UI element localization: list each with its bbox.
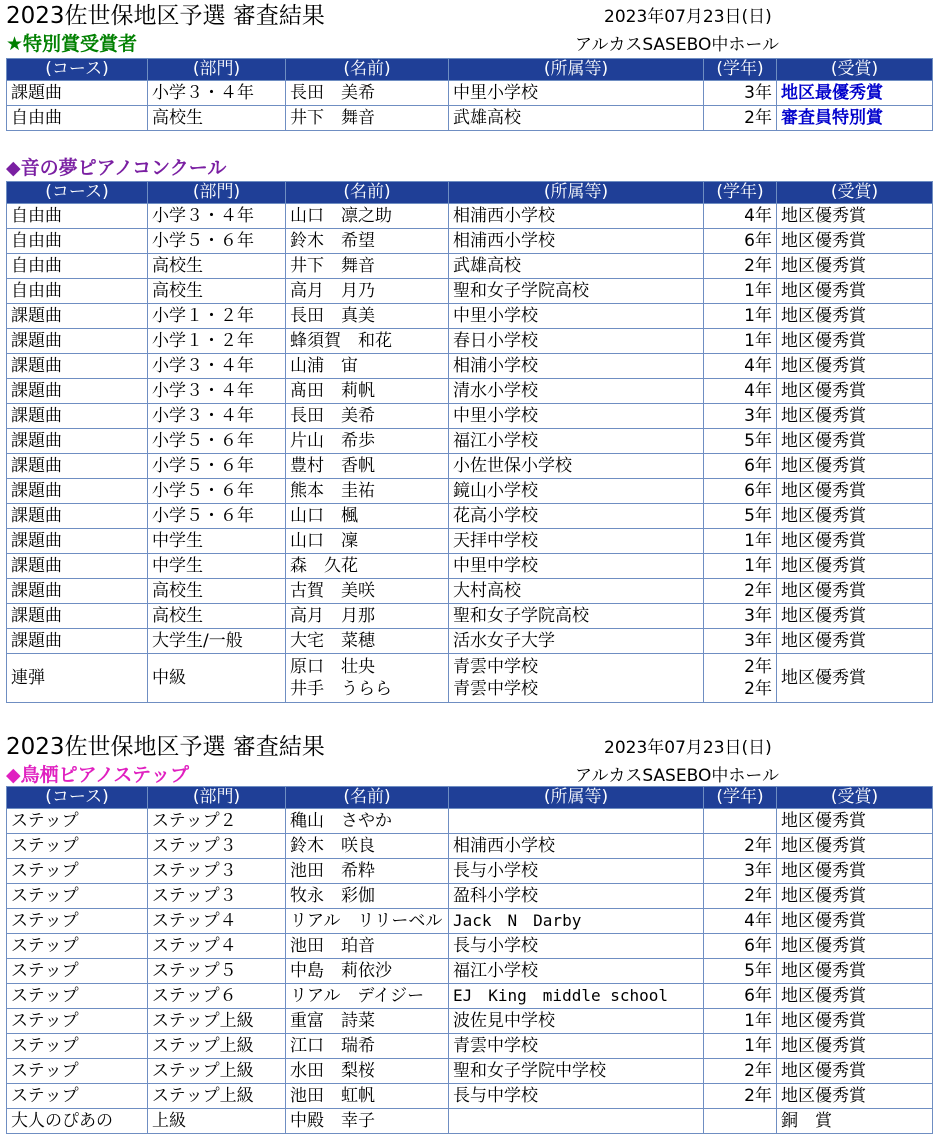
division-cell: ステップ６ [148, 984, 286, 1009]
grade-cell-line2: 2年 [744, 679, 772, 699]
award-cell: 地区優秀賞 [777, 454, 933, 479]
course-cell: ステップ [7, 984, 148, 1009]
grade-cell: 3年 [704, 859, 777, 884]
page-title: 2023佐世保地区予選 審査結果 [6, 3, 325, 29]
table-row [7, 454, 933, 479]
name-cell: 重富 詩菜 [286, 1009, 449, 1034]
col-name-header: (名前) [286, 182, 449, 204]
table-row [7, 529, 933, 554]
table-row [7, 1059, 933, 1084]
grade-cell: 1年 [704, 279, 777, 304]
course-cell: ステップ [7, 859, 148, 884]
event-date: 2023年07月23日(日) [604, 738, 772, 758]
award-cell: 地区優秀賞 [777, 204, 933, 229]
award-cell: 地区優秀賞 [777, 504, 933, 529]
school-cell: 小佐世保小学校 [449, 454, 704, 479]
course-cell: 自由曲 [7, 106, 148, 131]
table-row [7, 909, 933, 934]
award-cell: 地区優秀賞 [777, 579, 933, 604]
course-cell: 課題曲 [7, 579, 148, 604]
school-cell: 武雄高校 [449, 254, 704, 279]
name-cell: 高月 月乃 [286, 279, 449, 304]
col-school-header: (所属等) [449, 182, 704, 204]
table-row-duet [7, 654, 933, 703]
division-cell: 高校生 [148, 279, 286, 304]
division-cell: 小学５・６年 [148, 454, 286, 479]
table-row [7, 1109, 933, 1134]
division-cell: ステップ３ [148, 834, 286, 859]
award-cell: 地区優秀賞 [777, 654, 933, 703]
name-cell: 髙田 莉帆 [286, 379, 449, 404]
name-cell: リアル リリーベル [286, 909, 449, 934]
grade-cell: 1年 [704, 529, 777, 554]
special-awards-table [6, 58, 933, 131]
table-row [7, 379, 933, 404]
table-row [7, 504, 933, 529]
award-cell: 地区優秀賞 [777, 1059, 933, 1084]
grade-cell: 1年 [704, 1009, 777, 1034]
division-cell: 小学１・２年 [148, 329, 286, 354]
course-cell: 連弾 [7, 654, 148, 703]
grade-cell: 1年 [704, 554, 777, 579]
grade-cell: 4年 [704, 379, 777, 404]
school-cell: 相浦西小学校 [449, 229, 704, 254]
step-table [6, 786, 933, 1134]
award-cell: 地区優秀賞 [777, 959, 933, 984]
name-cell: 鈴木 希望 [286, 229, 449, 254]
course-cell: 課題曲 [7, 454, 148, 479]
table-row [7, 229, 933, 254]
table-row [7, 404, 933, 429]
venue: アルカスSASEBO中ホール [575, 35, 779, 55]
col-award-header: (受賞) [777, 59, 933, 81]
venue: アルカスSASEBO中ホール [575, 766, 779, 786]
table-header [7, 787, 933, 809]
col-division-header: (部門) [148, 182, 286, 204]
name-cell: 山浦 宙 [286, 354, 449, 379]
grade-cell: 6年 [704, 479, 777, 504]
award-cell: 地区優秀賞 [777, 554, 933, 579]
grade-cell: 6年 [704, 454, 777, 479]
course-cell: 課題曲 [7, 629, 148, 654]
table-row [7, 579, 933, 604]
division-cell: 小学５・６年 [148, 479, 286, 504]
table-row [7, 1084, 933, 1109]
name-cell: 牧永 彩伽 [286, 884, 449, 909]
school-cell: 盈科小学校 [449, 884, 704, 909]
course-cell: ステップ [7, 909, 148, 934]
col-course-header: (コース) [7, 59, 148, 81]
division-cell: 高校生 [148, 106, 286, 131]
school-cell: 長与小学校 [449, 934, 704, 959]
table-row [7, 254, 933, 279]
school-cell: 中里小学校 [449, 404, 704, 429]
grade-cell: 2年 [704, 106, 777, 131]
school-cell: 福江小学校 [449, 959, 704, 984]
table-row [7, 429, 933, 454]
division-cell: ステップ４ [148, 934, 286, 959]
award-cell: 地区優秀賞 [777, 529, 933, 554]
course-cell: 課題曲 [7, 604, 148, 629]
course-cell: 課題曲 [7, 429, 148, 454]
school-cell: 清水小学校 [449, 379, 704, 404]
section-title-step: ◆鳥栖ピアノステップ [6, 764, 189, 786]
division-cell: ステップ３ [148, 884, 286, 909]
grade-cell: 5年 [704, 429, 777, 454]
col-school-header: (所属等) [449, 787, 704, 809]
school-cell: 中里中学校 [449, 554, 704, 579]
school-cell: 福江小学校 [449, 429, 704, 454]
grade-cell: 2年 [704, 579, 777, 604]
table-row [7, 1009, 933, 1034]
course-cell: 自由曲 [7, 254, 148, 279]
division-cell: 高校生 [148, 254, 286, 279]
course-cell: 課題曲 [7, 354, 148, 379]
section-title-special: ★特別賞受賞者 [6, 33, 138, 55]
name-cell: 森 久花 [286, 554, 449, 579]
award-cell: 地区優秀賞 [777, 429, 933, 454]
table-row [7, 834, 933, 859]
award-cell: 地区最優秀賞 [777, 81, 933, 106]
grade-cell: 5年 [704, 504, 777, 529]
award-cell: 地区優秀賞 [777, 329, 933, 354]
school-cell: 聖和女子学院中学校 [449, 1059, 704, 1084]
school-cell: 波佐見中学校 [449, 1009, 704, 1034]
name-cell-line2: 井手 うらら [290, 679, 392, 699]
name-cell: 片山 希歩 [286, 429, 449, 454]
school-cell: 青雲中学校 [449, 1034, 704, 1059]
grade-cell: 6年 [704, 934, 777, 959]
award-cell: 地区優秀賞 [777, 1009, 933, 1034]
division-cell: 大学生/一般 [148, 629, 286, 654]
division-cell: 小学３・４年 [148, 379, 286, 404]
col-grade-header: (学年) [704, 787, 777, 809]
division-cell: 小学３・４年 [148, 354, 286, 379]
division-cell: ステップ３ [148, 859, 286, 884]
table-row [7, 81, 933, 106]
school-cell: 鏡山小学校 [449, 479, 704, 504]
col-award-header: (受賞) [777, 787, 933, 809]
course-cell: 課題曲 [7, 479, 148, 504]
division-cell: 中学生 [148, 529, 286, 554]
award-cell: 地区優秀賞 [777, 379, 933, 404]
name-cell: 中殿 幸子 [286, 1109, 449, 1134]
award-cell: 地区優秀賞 [777, 629, 933, 654]
name-cell: 井下 舞音 [286, 254, 449, 279]
school-cell: 中里小学校 [449, 81, 704, 106]
name-cell: 長田 真美 [286, 304, 449, 329]
grade-cell: 2年 [704, 834, 777, 859]
division-cell: 上級 [148, 1109, 286, 1134]
school-cell: 活水女子大学 [449, 629, 704, 654]
award-cell: 地区優秀賞 [777, 834, 933, 859]
award-cell: 地区優秀賞 [777, 884, 933, 909]
name-cell: 高月 月那 [286, 604, 449, 629]
school-cell: 長与中学校 [449, 1084, 704, 1109]
grade-cell: 1年 [704, 1034, 777, 1059]
course-cell: 課題曲 [7, 329, 148, 354]
division-cell: 中級 [148, 654, 286, 703]
school-cell [449, 1109, 704, 1134]
grade-cell [704, 809, 777, 834]
col-course-header: (コース) [7, 787, 148, 809]
course-cell: 自由曲 [7, 229, 148, 254]
table-header [7, 59, 933, 81]
table-row [7, 329, 933, 354]
grade-cell: 4年 [704, 909, 777, 934]
course-cell: 課題曲 [7, 554, 148, 579]
table-row [7, 884, 933, 909]
col-grade-header: (学年) [704, 59, 777, 81]
name-cell: 長田 美希 [286, 81, 449, 106]
grade-cell-line1: 2年 [744, 657, 772, 677]
table-row [7, 304, 933, 329]
school-cell: EJ King middle school [449, 984, 704, 1009]
name-cell: 中島 莉依沙 [286, 959, 449, 984]
division-cell: 小学１・２年 [148, 304, 286, 329]
school-cell: 相浦西小学校 [449, 204, 704, 229]
section-title-concours: ◆音の夢ピアノコンクール [6, 157, 227, 179]
division-cell: 中学生 [148, 554, 286, 579]
name-cell: 大宅 菜穂 [286, 629, 449, 654]
division-cell: 小学５・６年 [148, 429, 286, 454]
table-header [7, 182, 933, 204]
grade-cell: 2年 [704, 884, 777, 909]
award-cell: 銅 賞 [777, 1109, 933, 1134]
col-grade-header: (学年) [704, 182, 777, 204]
name-cell: 蜂須賀 和花 [286, 329, 449, 354]
grade-cell: 4年 [704, 354, 777, 379]
division-cell: 小学５・６年 [148, 229, 286, 254]
division-cell: ステップ上級 [148, 1009, 286, 1034]
col-course-header: (コース) [7, 182, 148, 204]
award-cell: 地区優秀賞 [777, 404, 933, 429]
award-cell: 地区優秀賞 [777, 254, 933, 279]
name-cell: 水田 梨桜 [286, 1059, 449, 1084]
name-cell: 古賀 美咲 [286, 579, 449, 604]
table-row [7, 106, 933, 131]
grade-cell: 2年 [704, 1084, 777, 1109]
table-row [7, 859, 933, 884]
name-cell: 豊村 香帆 [286, 454, 449, 479]
name-cell: 井下 舞音 [286, 106, 449, 131]
grade-cell: 2年 [704, 1059, 777, 1084]
school-cell: 中里小学校 [449, 304, 704, 329]
table-row [7, 554, 933, 579]
grade-cell: 3年 [704, 604, 777, 629]
grade-cell: 6年 [704, 229, 777, 254]
award-cell: 地区優秀賞 [777, 479, 933, 504]
header-2 [0, 731, 940, 789]
concours-table [6, 181, 933, 703]
award-cell: 地区優秀賞 [777, 859, 933, 884]
award-cell: 地区優秀賞 [777, 304, 933, 329]
school-cell: 長与小学校 [449, 859, 704, 884]
grade-cell: 2年 [704, 254, 777, 279]
division-cell: 小学３・４年 [148, 81, 286, 106]
col-award-header: (受賞) [777, 182, 933, 204]
grade-cell [704, 654, 777, 703]
award-cell: 地区優秀賞 [777, 809, 933, 834]
course-cell: 課題曲 [7, 504, 148, 529]
division-cell: ステップ４ [148, 909, 286, 934]
name-cell: 熊本 圭祐 [286, 479, 449, 504]
name-cell: リアル デイジー [286, 984, 449, 1009]
name-cell [286, 654, 449, 703]
school-cell: 春日小学校 [449, 329, 704, 354]
page-title: 2023佐世保地区予選 審査結果 [6, 734, 325, 760]
course-cell: ステップ [7, 1059, 148, 1084]
course-cell: 自由曲 [7, 279, 148, 304]
table-row [7, 809, 933, 834]
division-cell: 小学３・４年 [148, 404, 286, 429]
division-cell: ステップ上級 [148, 1084, 286, 1109]
school-cell [449, 809, 704, 834]
school-cell: 聖和女子学院高校 [449, 279, 704, 304]
grade-cell: 4年 [704, 204, 777, 229]
event-date: 2023年07月23日(日) [604, 7, 772, 27]
course-cell: 課題曲 [7, 304, 148, 329]
course-cell: ステップ [7, 884, 148, 909]
grade-cell: 6年 [704, 984, 777, 1009]
school-cell: 天拝中学校 [449, 529, 704, 554]
course-cell: 自由曲 [7, 204, 148, 229]
table-row [7, 354, 933, 379]
name-cell: 山口 凛之助 [286, 204, 449, 229]
division-cell: ステップ２ [148, 809, 286, 834]
division-cell: ステップ５ [148, 959, 286, 984]
award-cell: 地区優秀賞 [777, 229, 933, 254]
division-cell: 小学３・４年 [148, 204, 286, 229]
school-cell: 聖和女子学院高校 [449, 604, 704, 629]
grade-cell: 5年 [704, 959, 777, 984]
school-cell-line1: 青雲中学校 [453, 657, 538, 677]
course-cell: ステップ [7, 1009, 148, 1034]
course-cell: ステップ [7, 1084, 148, 1109]
award-cell: 地区優秀賞 [777, 1034, 933, 1059]
award-cell: 地区優秀賞 [777, 354, 933, 379]
division-cell: 高校生 [148, 579, 286, 604]
course-cell: ステップ [7, 959, 148, 984]
award-cell: 地区優秀賞 [777, 984, 933, 1009]
grade-cell [704, 1109, 777, 1134]
award-cell: 地区優秀賞 [777, 279, 933, 304]
school-cell: 花高小学校 [449, 504, 704, 529]
name-cell: 山口 楓 [286, 504, 449, 529]
course-cell: ステップ [7, 809, 148, 834]
award-cell: 地区優秀賞 [777, 934, 933, 959]
course-cell: 課題曲 [7, 529, 148, 554]
grade-cell: 3年 [704, 404, 777, 429]
award-cell: 地区優秀賞 [777, 1084, 933, 1109]
award-cell: 地区優秀賞 [777, 604, 933, 629]
table-row [7, 934, 933, 959]
table-row [7, 984, 933, 1009]
school-cell: 武雄高校 [449, 106, 704, 131]
name-cell: 池田 虹帆 [286, 1084, 449, 1109]
col-school-header: (所属等) [449, 59, 704, 81]
name-cell: 江口 瑞希 [286, 1034, 449, 1059]
name-cell: 池田 希粋 [286, 859, 449, 884]
name-cell: 穐山 さやか [286, 809, 449, 834]
school-cell: 相浦小学校 [449, 354, 704, 379]
name-cell-line1: 原口 壮央 [290, 657, 375, 677]
school-cell: 大村高校 [449, 579, 704, 604]
school-cell: 相浦西小学校 [449, 834, 704, 859]
name-cell: 山口 凜 [286, 529, 449, 554]
course-cell: ステップ [7, 834, 148, 859]
division-cell: 小学５・６年 [148, 504, 286, 529]
school-cell-line2: 青雲中学校 [453, 679, 538, 699]
table-row [7, 279, 933, 304]
course-cell: 課題曲 [7, 404, 148, 429]
table-row [7, 479, 933, 504]
grade-cell: 3年 [704, 81, 777, 106]
col-division-header: (部門) [148, 59, 286, 81]
grade-cell: 3年 [704, 629, 777, 654]
header-1 [0, 0, 940, 58]
course-cell: 課題曲 [7, 379, 148, 404]
table-row [7, 204, 933, 229]
award-cell: 地区優秀賞 [777, 909, 933, 934]
course-cell: 課題曲 [7, 81, 148, 106]
award-cell: 審査員特別賞 [777, 106, 933, 131]
school-cell [449, 654, 704, 703]
table-row [7, 959, 933, 984]
name-cell: 鈴木 咲良 [286, 834, 449, 859]
table-row [7, 604, 933, 629]
division-cell: 高校生 [148, 604, 286, 629]
col-division-header: (部門) [148, 787, 286, 809]
grade-cell: 1年 [704, 329, 777, 354]
course-cell: 大人のぴあの [7, 1109, 148, 1134]
course-cell: ステップ [7, 934, 148, 959]
table-row [7, 629, 933, 654]
division-cell: ステップ上級 [148, 1034, 286, 1059]
col-name-header: (名前) [286, 59, 449, 81]
school-cell: Jack N Darby [449, 909, 704, 934]
table-row [7, 1034, 933, 1059]
col-name-header: (名前) [286, 787, 449, 809]
name-cell: 池田 珀音 [286, 934, 449, 959]
division-cell: ステップ上級 [148, 1059, 286, 1084]
course-cell: ステップ [7, 1034, 148, 1059]
grade-cell: 1年 [704, 304, 777, 329]
name-cell: 長田 美希 [286, 404, 449, 429]
